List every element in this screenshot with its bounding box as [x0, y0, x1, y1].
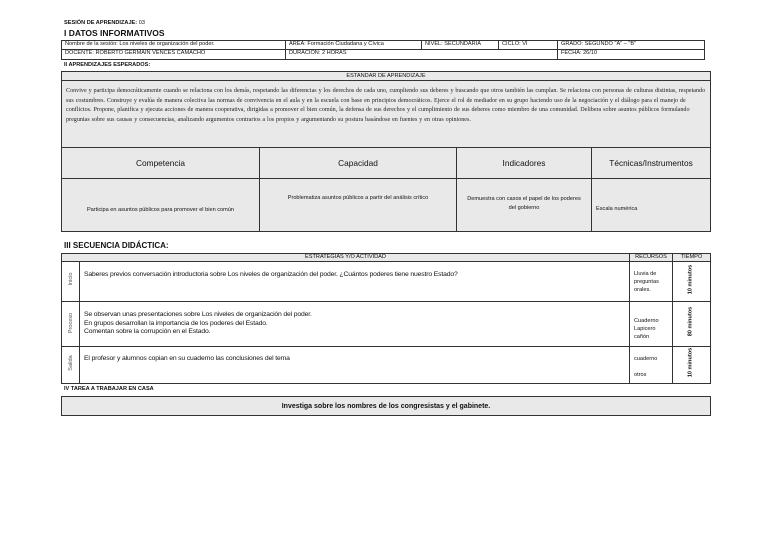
col-competencia-header: Competencia [61, 147, 260, 179]
activity-line: Saberes previos conversación introductoria sobre Los niveles de organización del poder. ¿Cuántos poderes tiene nuestro Estado? [84, 271, 458, 278]
resource-line: Lapicero [634, 326, 656, 332]
capacidad-value: Problematiza asuntos públicos a partir del análisis crítico [259, 178, 457, 232]
info-duration: DURACIÓN: 2 HORAS [285, 49, 558, 60]
resources-cell-proceso [629, 301, 673, 347]
info-date: FECHA: 26/10 [557, 49, 705, 60]
phase-cell-salida [61, 346, 80, 384]
tecnicas-value: Escala numérica [591, 178, 711, 232]
resource-line: cañón [634, 334, 650, 340]
info-grade: GRADO: SEGUNDO "A" – "B" [557, 40, 705, 50]
time-value: 10 minutos [687, 264, 694, 295]
col-indicadores-header: Indicadores [456, 147, 592, 179]
phase-label-proceso: Proceso [68, 312, 74, 334]
session-label [64, 20, 145, 27]
col-resources-header: RECURSOS [629, 253, 673, 262]
col-tecnicas-header: Técnicas/Instrumentos [591, 147, 711, 179]
homework-text: Investiga sobre los nombres de los congresistas y el gabinete. [61, 396, 711, 416]
resource-line: otros [634, 372, 647, 378]
time-value: 80 minutos [687, 306, 694, 337]
info-table [61, 40, 705, 60]
activity-line: Se observan unas presentaciones sobre Los niveles de organización del poder. [84, 311, 312, 318]
phase-label-inicio: Inicio [68, 272, 74, 286]
col-time-header: TIEMPO [672, 253, 711, 262]
time-value: 10 minutos [687, 347, 694, 378]
section-title-tarea: IV TAREA A TRABAJAR EN CASA [64, 386, 154, 392]
info-session-name: Nombre de la sesión: Los niveles de organización del poder. [61, 40, 286, 50]
section-title-datos: I DATOS INFORMATIVOS [64, 28, 165, 38]
activity-line: En grupos desarrollan la importancia de los poderes del Estado. [84, 319, 268, 327]
resource-line: Lluvia de [634, 271, 657, 277]
resource-line: orales. [634, 287, 651, 293]
time-cell-proceso [672, 301, 711, 347]
phase-cell-proceso [61, 301, 80, 347]
section-title-aprendizajes: II APRENDIZAJES ESPERADOS: [64, 62, 151, 68]
competencia-value: Participa en asuntos públicos para promover el bien común [61, 178, 260, 232]
resource-line [634, 363, 672, 371]
session-number: 03 [138, 20, 145, 26]
sequence-table [61, 253, 711, 384]
col-capacidad-header: Capacidad [259, 147, 457, 179]
session-label-text: SESIÓN DE APRENDIZAJE: [64, 20, 138, 26]
time-cell-inicio [672, 261, 711, 302]
resource-line: preguntas [634, 279, 659, 285]
activity-cell-salida [79, 346, 630, 384]
info-cycle: CICLO: VI [498, 40, 558, 50]
activity-line: El profesor y alumnos copian en su cuaderno las conclusiones del tema [84, 355, 290, 362]
resource-line: cuaderno [634, 356, 658, 362]
activity-line: Comentan sobre la corrupción en el Estado. [84, 328, 211, 335]
activity-cell-inicio [79, 261, 630, 302]
info-level: NIVEL: SECUNDARIA [421, 40, 499, 50]
standard-text: Convive y participa democráticamente cuando se relaciona con los demás, respetando las diferencias y los derechos de cada uno, cumpliendo sus deberes y buscando que otros también las cumplan. Se relaciona con personas de culturas distintas, respetando sus costumbres. Construye y evalúa de manera colectiva las normas de convivencia en el aula y en la escuela con base en principios democráticos. Ejerce el rol de mediador en su grupo haciendo uso de la negociación y el diálogo para el manejo de conflictos. Propone, planifica y ejecuta acciones de manera cooperativa, dirigidas a promover el bien común, la defensa de sus derechos y el cumplimiento de sus deberes como miembro de una comunidad. Delibera sobre asuntos públicos formulando preguntas sobre sus causas y consecuencias, analizando argumentos contrarios a los propios y argumentando su postura basándose en fuentes y en otras opiniones. [61, 80, 711, 148]
info-teacher: DOCENTE: ROBERTO GERMAIN VENCES CAMACHO [61, 49, 286, 60]
info-area: AREA: Formación Ciudadana y Cívica [285, 40, 422, 50]
resource-line: Cuaderno [634, 318, 659, 324]
phase-label-salida: Salida [68, 355, 74, 371]
col-strategies-header: ESTRATEGIAS Y/O ACTIVIDAD [61, 253, 630, 262]
indicadores-value: Demuestra con casos el papel de los poderes del gobierno [456, 178, 592, 232]
time-cell-salida [672, 346, 711, 384]
resources-cell-inicio [629, 261, 673, 302]
standard-header: ESTANDAR DE APRENDIZAJE [61, 71, 711, 81]
activity-cell-proceso [79, 301, 630, 347]
phase-cell-inicio [61, 261, 80, 302]
resources-cell-salida [629, 346, 673, 384]
section-title-secuencia: III SECUENCIA DIDÁCTICA: [64, 241, 169, 250]
